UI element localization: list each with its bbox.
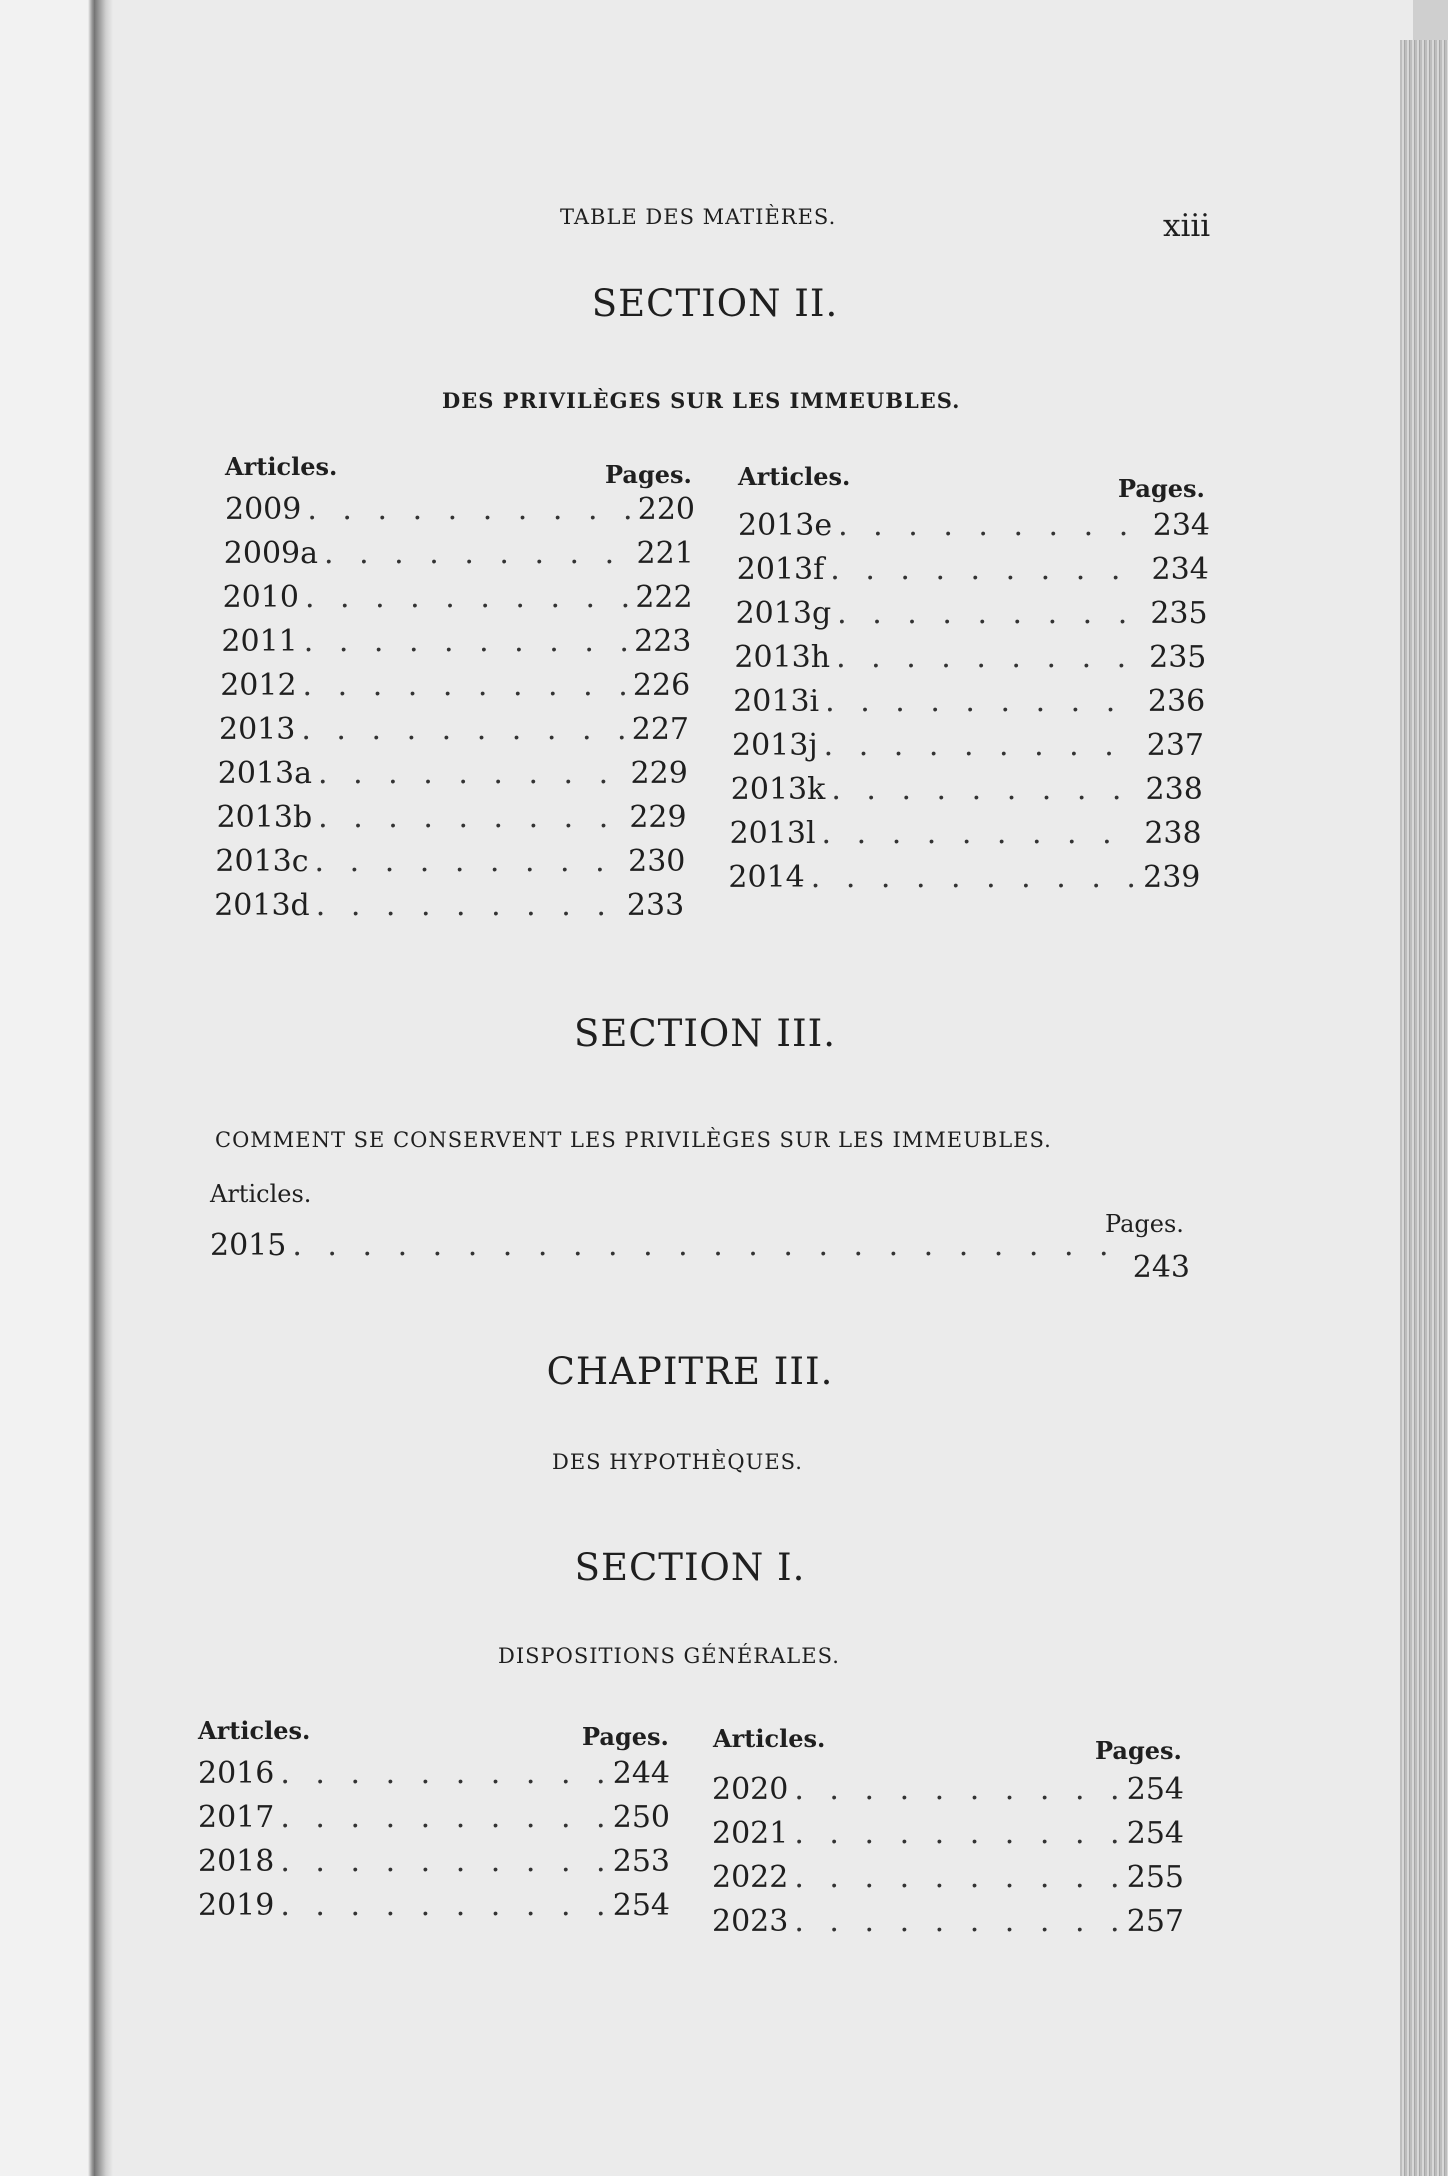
dot-leader xyxy=(794,1860,1120,1895)
toc-row xyxy=(214,888,684,928)
page-ref: 223 xyxy=(634,624,692,659)
page-ref: 230 xyxy=(628,844,686,879)
dot-leader xyxy=(794,1904,1120,1939)
toc-row xyxy=(728,860,1200,900)
dot-leader xyxy=(825,684,1142,719)
section-3-articles-header: Articles. xyxy=(210,1180,312,1208)
dot-leader xyxy=(837,596,1144,631)
article-number: 2023 xyxy=(712,1904,789,1939)
dot-leader xyxy=(316,888,621,923)
dot-leader xyxy=(280,1756,606,1791)
toc-row xyxy=(220,668,690,708)
toc-row xyxy=(734,640,1206,680)
toc-row xyxy=(215,844,685,884)
page-ref: 254 xyxy=(1126,1816,1184,1851)
page-ref: 239 xyxy=(1143,860,1201,895)
article-number: 2013h xyxy=(734,640,831,675)
toc-row xyxy=(198,1756,670,1796)
toc-row xyxy=(198,1888,670,1928)
page-ref: 229 xyxy=(630,756,688,791)
toc-row xyxy=(731,772,1203,812)
section-3-subtitle: COMMENT SE CONSERVENT LES PRIVILÈGES SUR LES IMMEUBLES. xyxy=(215,1128,1052,1152)
toc-row xyxy=(225,492,695,532)
article-number: 2021 xyxy=(712,1816,789,1851)
page-ref: 253 xyxy=(612,1844,670,1879)
dot-leader xyxy=(830,552,1145,587)
article-number: 2013k xyxy=(730,772,826,807)
article-number: 2016 xyxy=(198,1756,275,1791)
dot-leader xyxy=(292,1228,1126,1263)
dot-leader xyxy=(304,624,628,659)
page-ref: 234 xyxy=(1151,552,1209,587)
section-2-left-pages-header: Pages. xyxy=(605,460,692,489)
page-ref: 220 xyxy=(637,492,695,527)
dot-leader xyxy=(315,844,623,879)
section-1-right-pages-header: Pages. xyxy=(1095,1736,1182,1765)
toc-row xyxy=(221,624,691,664)
page-number: xiii xyxy=(1163,208,1211,244)
section-1-left-articles-header: Articles. xyxy=(198,1716,311,1745)
article-number: 2015 xyxy=(210,1228,287,1263)
section-2-title: SECTION II. xyxy=(591,282,839,325)
article-number: 2013g xyxy=(735,596,832,631)
toc-row xyxy=(730,816,1202,856)
dot-leader xyxy=(280,1800,606,1835)
article-number: 2009 xyxy=(225,492,302,527)
page-ref: 257 xyxy=(1126,1904,1184,1939)
page-ref: 221 xyxy=(636,536,694,571)
section-2-right-articles-header: Articles. xyxy=(738,462,851,491)
chapter-3-subtitle: DES HYPOTHÈQUES. xyxy=(552,1450,803,1474)
page-ref: 244 xyxy=(612,1756,670,1791)
section-2-right-pages-header: Pages. xyxy=(1118,474,1205,503)
page-ref: 255 xyxy=(1126,1860,1184,1895)
toc-row xyxy=(218,756,688,796)
article-number: 2009a xyxy=(223,536,319,571)
article-number: 2014 xyxy=(728,860,805,895)
article-number: 2011 xyxy=(221,624,298,659)
page-ref: 250 xyxy=(612,1800,670,1835)
page-ref: 234 xyxy=(1152,508,1210,543)
article-number: 2013l xyxy=(729,816,816,851)
toc-row xyxy=(712,1904,1184,1944)
dot-leader xyxy=(280,1844,606,1879)
section-1-left-pages-header: Pages. xyxy=(582,1722,669,1751)
dot-leader xyxy=(307,492,631,527)
section-2-left-articles-header: Articles. xyxy=(225,452,338,481)
dot-leader xyxy=(838,508,1147,543)
article-number: 2012 xyxy=(220,668,297,703)
article-number: 2010 xyxy=(222,580,299,615)
toc-row xyxy=(733,684,1205,724)
article-number: 2013e xyxy=(738,508,833,543)
page-ref: 238 xyxy=(1145,772,1203,807)
dot-leader xyxy=(824,728,1141,763)
toc-row xyxy=(738,508,1210,548)
toc-row xyxy=(198,1800,670,1840)
article-number: 2013c xyxy=(215,844,309,879)
toc-row xyxy=(223,580,693,620)
page-ref: 235 xyxy=(1149,640,1207,675)
article-number: 2013j xyxy=(732,728,818,763)
page-ref: 237 xyxy=(1146,728,1204,763)
article-number: 2013a xyxy=(217,756,313,791)
page-ref: 226 xyxy=(632,668,691,703)
section-3-title: SECTION III. xyxy=(573,1012,837,1055)
article-number: 2019 xyxy=(198,1888,275,1923)
toc-row xyxy=(219,712,689,752)
dot-leader xyxy=(303,668,627,703)
dot-leader xyxy=(822,816,1139,851)
page-ref: 227 xyxy=(631,712,689,747)
toc-row xyxy=(736,596,1208,636)
article-number: 2013i xyxy=(733,684,820,719)
page-ref: 254 xyxy=(1126,1772,1184,1807)
dot-leader xyxy=(811,860,1137,895)
dot-leader xyxy=(305,580,629,615)
dot-leader xyxy=(794,1772,1120,1807)
toc-row xyxy=(712,1772,1184,1812)
dot-leader xyxy=(318,756,625,791)
toc-row xyxy=(712,1860,1184,1900)
page-ref: 254 xyxy=(612,1888,670,1923)
article-number: 2022 xyxy=(712,1860,789,1895)
page-ref: 236 xyxy=(1147,684,1206,719)
page-ref: 235 xyxy=(1150,596,1208,631)
article-number: 2020 xyxy=(712,1772,789,1807)
toc-row xyxy=(712,1816,1184,1856)
dot-leader xyxy=(831,772,1139,807)
section-3-pages-header: Pages. xyxy=(1105,1210,1184,1238)
article-number: 2017 xyxy=(198,1800,275,1835)
article-number: 2018 xyxy=(198,1844,275,1879)
section-3-entry xyxy=(210,1228,1190,1284)
dot-leader xyxy=(324,536,631,571)
page-ref: 229 xyxy=(629,800,687,835)
page-ref: 222 xyxy=(635,580,693,615)
dot-leader xyxy=(280,1888,606,1923)
section-1-right-articles-header: Articles. xyxy=(713,1724,826,1753)
page-ref: 233 xyxy=(626,888,685,923)
dot-leader xyxy=(794,1816,1120,1851)
toc-row xyxy=(732,728,1204,768)
article-number: 2013 xyxy=(219,712,296,747)
dot-leader xyxy=(301,712,625,747)
toc-row xyxy=(224,536,694,576)
toc-row xyxy=(217,800,687,840)
running-head: TABLE DES MATIÈRES. xyxy=(560,205,837,229)
dot-leader xyxy=(318,800,623,835)
article-number: 2013f xyxy=(736,552,825,587)
article-number: 2013b xyxy=(216,800,313,835)
page-ref: 238 xyxy=(1144,816,1202,851)
article-number: 2013d xyxy=(214,888,310,923)
dot-leader xyxy=(836,640,1143,675)
page-ref: 243 xyxy=(1132,1250,1190,1285)
section-2-subtitle: DES PRIVILÈGES SUR LES IMMEUBLES. xyxy=(442,388,961,413)
section-1-subtitle: DISPOSITIONS GÉNÉRALES. xyxy=(498,1644,840,1668)
chapter-3-title: CHAPITRE III. xyxy=(546,1350,834,1393)
toc-row xyxy=(737,552,1209,592)
toc-row xyxy=(198,1844,670,1884)
section-1-title: SECTION I. xyxy=(574,1546,806,1589)
